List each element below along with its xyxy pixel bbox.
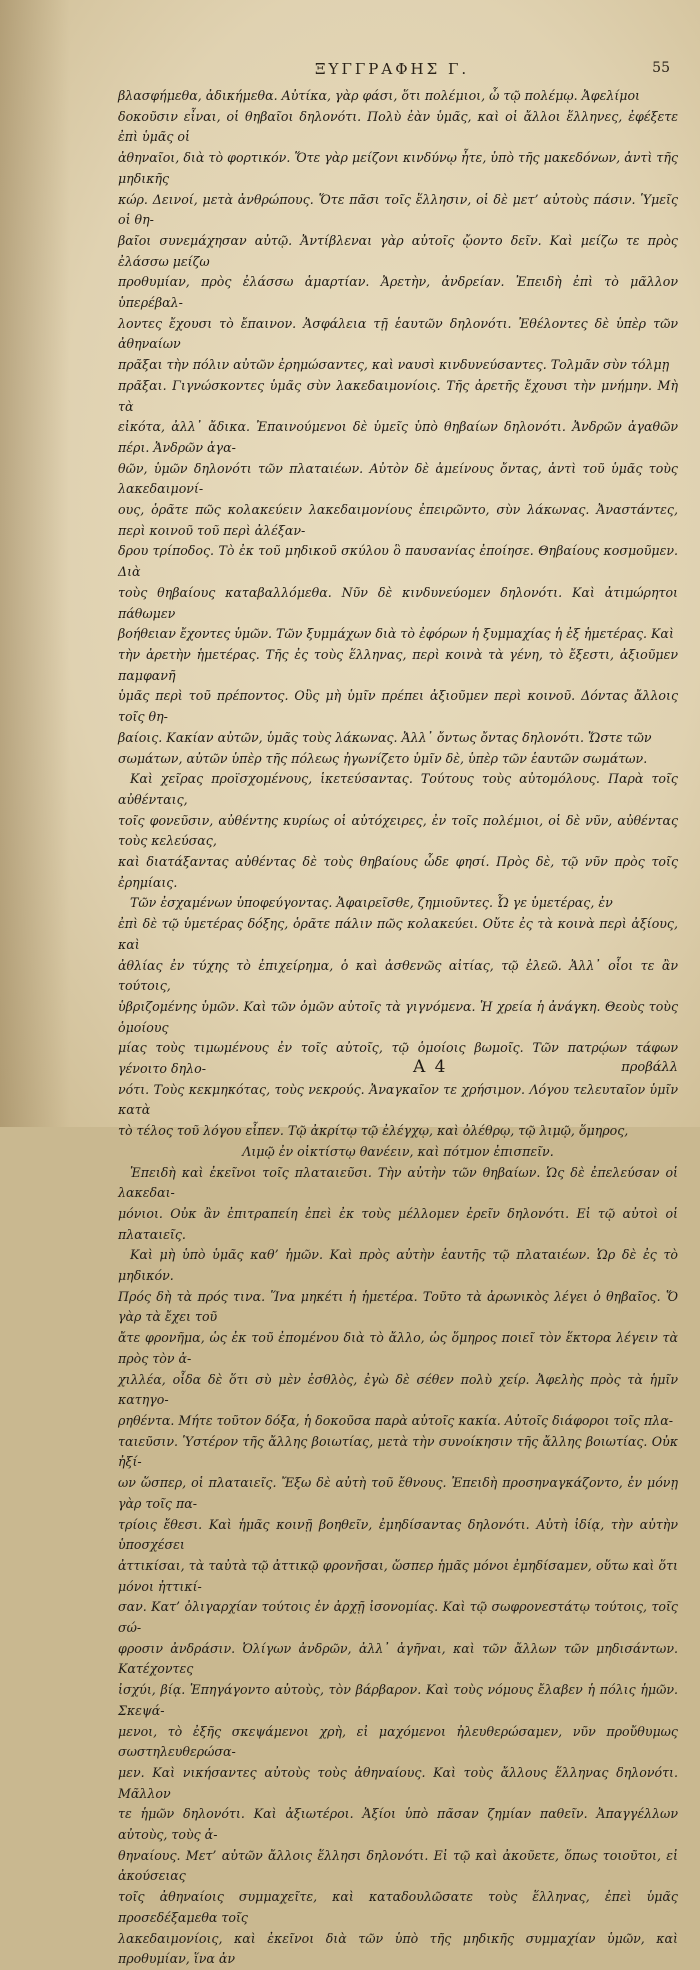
text-line: πρᾶξαι τὴν πόλιν αὐτῶν ἐρημώσαντες, καὶ ναυσὶ κινδυνεύσαντες. Τολμᾶν σὺν τόλμῃ	[118, 357, 670, 373]
text-line: καὶ διατάξαντας αὐθέντας δὲ τοὺς θηβαίους ὧδε φησί. Πρὸς δὲ, τῷ νῦν πρὸς τοῖς ἐρημίαις.	[118, 854, 678, 890]
text-line: ἐπὶ δὲ τῷ ὑμετέρας δόξης, ὁρᾶτε πάλιν πῶς κολακεύει. Οὔτε ἐς τὰ κοινὰ περὶ ἀξίους, καὶ	[118, 916, 678, 952]
text-line: τὸ τέλος τοῦ λόγου εἶπεν. Τῷ ἀκρίτῳ τῷ ἐλέγχῳ, καὶ ὀλέθρῳ, τῷ λιμῷ, ὅμηρος,	[118, 1123, 629, 1139]
text-line: Τῶν ἐσχαμένων ὑποφεύγοντας. Ἀφαιρεῖσθε, ζημιοῦντες. Ὦ γε ὑμετέρας, ἐν	[130, 895, 613, 911]
text-line: βοήθειαν ἔχοντες ὑμῶν. Τῶν ξυμμάχων διὰ τὸ ἐφόρων ἡ ξυμμαχίας ἡ ἐξ ἡμετέρας. Καὶ	[118, 626, 674, 642]
text-line: νότι. Τοὺς κεκμηκότας, τοὺς νεκρούς. Ἀναγκαῖον τε χρήσιμον. Λόγου τελευταῖον ὑμῖν κατὰ	[118, 1081, 678, 1118]
running-head	[120, 60, 680, 82]
text-line: φροσιν ἀνδράσιν. Ὀλίγων ἀνδρῶν, ἀλλ᾽ ἀγῆναι, καὶ τῶν ἄλλων τῶν μηδισάντων. Κατέχοντες	[118, 1640, 678, 1677]
signature-mark: A 4	[413, 1057, 448, 1077]
text-line: σωμάτων, αὐτῶν ὑπὲρ τῆς πόλεως ἠγωνίζετο ὑμῖν δὲ, ὑπὲρ τῶν ἑαυτῶν σωμάτων.	[118, 750, 648, 766]
text-line: πρᾶξαι. Γιγνώσκοντες ὑμᾶς σὺν λακεδαιμονίοις. Τῆς ἀρετῆς ἔχουσι τὴν μνήμην. Μὴ τὰ	[118, 377, 678, 414]
commentary-text-block	[118, 86, 678, 1970]
text-line: βαῖοι συνεμάχησαν αὐτῷ. Ἀντίβλεναι γὰρ αὐτοῖς ᾤοντο δεῖν. Καὶ μείζω τε πρὸς ἐλάσσω μείζω	[118, 232, 678, 269]
text-line: χιλλέα, οἶδα δὲ ὅτι σὺ μὲν ἐσθλὸς, ἐγὼ δὲ σέθεν πολὺ χείρ. Ἀφελὴς πρὸς τὰ ἡμῖν κατηγο-	[118, 1371, 678, 1408]
text-line: ἀθηναῖοι, διὰ τὸ φορτικόν. Ὅτε γὰρ μείζονι κινδύνῳ ἦτε, ὑπὸ τῆς μακεδόνων, ἀντὶ τῆς μηδικῆς	[118, 150, 678, 186]
text-line: τοῖς ἀθηναίοις συμμαχεῖτε, καὶ καταδουλῶσατε τοὺς ἕλληνας, ἐπεὶ ὑμᾶς προσεδέξαμεθα τοῖς	[118, 1889, 678, 1925]
text-line: ρηθέντα. Μήτε τοῦτον δόξα, ἡ δοκοῦσα παρὰ αὐτοῖς κακία. Αὐτοῖς διάφοροι τοῖς πλα-	[118, 1413, 674, 1428]
text-line: μόνιοι. Οὐκ ἂν ἐπιτραπείη ἐπεὶ ἐκ τοὺς μέλλομεν ἐρεῖν δηλονότι. Εἰ τῷ αὐτοὶ οἱ πλαταιεῖς.	[118, 1205, 678, 1242]
text-line: τὴν ἀρετὴν ἡμετέρας. Τῆς ἐς τοὺς ἕλληνας, περὶ κοινὰ τὰ γένη, τὸ ἔξεστι, ἀξιοῦμεν παμφανῆ	[118, 646, 678, 683]
text-line: ταιεῦσιν. Ὑστέρον τῆς ἄλλης βοιωτίας, μετὰ τὴν συνοίκησιν τῆς ἄλλης βοιωτίας. Οὐκ ἠξί-	[118, 1433, 678, 1470]
text-line: δοκοῦσιν εἶναι, οἱ θηβαῖοι δηλονότι. Πολὺ ἐὰν ὑμᾶς, καὶ οἱ ἄλλοι ἕλληνες, ἐφέξετε ἐπὶ ὑμᾶς οἱ	[118, 108, 678, 145]
text-line: τρίοις ἔθεσι. Καὶ ἡμᾶς κοινῇ βοηθεῖν, ἐμηδίσαντας δηλονότι. Αὐτὴ ἰδίᾳ, τὴν αὐτὴν ὑποσχέσει	[118, 1516, 678, 1553]
text-line: μενοι, τὸ ἐξῆς σκεψάμενοι χρὴ, εἰ μαχόμενοι ἠλευθερώσαμεν, νῦν προὔθυμως σωστηλευθερώσα-	[118, 1723, 678, 1760]
text-line: Ἐπειδὴ καὶ ἐκεῖνοι τοῖς πλαταιεῦσι. Τὴν αὐτὴν τῶν θηβαίων. Ὡς δὲ ἐπελεύσαν οἱ λακεδαι-	[118, 1164, 678, 1201]
text-line: θῶν, ὑμῶν δηλονότι τῶν πλαταιέων. Αὐτὸν δὲ ἀμείνους ὄντας, ἀντὶ τοῦ ὑμᾶς τοὺς λακεδαιμονί-	[118, 460, 678, 497]
text-line: ὑβριζομένης ὑμῶν. Καὶ τῶν ὁμῶν αὐτοῖς τὰ γιγνόμενα. Ἡ χρεία ἡ ἀνάγκη. Θεοὺς τοὺς ὁμοίους	[118, 998, 678, 1035]
text-line: τοὺς θηβαίους καταβαλλόμεθα. Νῦν δὲ κινδυνεύομεν δηλονότι. Καὶ ἀτιμώρητοι πάθωμεν	[118, 584, 678, 621]
text-line: λακεδαιμονίοις, καὶ ἐκεῖνοι διὰ τῶν ὑπὸ τῆς μηδικῆς συμμαχίαν ὑμῶν, καὶ προθυμίαν, ἵνα ἀν	[118, 1930, 678, 1967]
text-line: σαν. Κατ’ ὀλιγαρχίαν τούτοις ἐν ἀρχῇ ἰσονομίας. Καὶ τῷ σωφρονεστάτῳ τούτοις, τοῖς σώ-	[118, 1599, 678, 1636]
text-line: Λιμῷ ἐν οἰκτίστῳ θανέειν, καὶ πότμον ἐπισπεῖν.	[242, 1143, 554, 1159]
text-line: ων ὥσπερ, οἱ πλαταιεῖς. Ἔξω δὲ αὐτὴ τοῦ ἔθνους. Ἐπειδὴ προσηναγκάζοντο, ἐν μόνῃ γὰρ τοῖς πα-	[118, 1475, 678, 1511]
text-line: ους, ὁρᾶτε πῶς κολακεύειν λακεδαιμονίους ἐπειρῶντο, σὺν λάκωνας. Ἀναστάντες, περὶ κοινοῦ τοῦ περὶ ἀλέξαν-	[118, 502, 678, 538]
text-line: βαίοις. Κακίαν αὐτῶν, ὑμᾶς τοὺς λάκωνας. Ἀλλ᾽ ὄντως ὄντας δηλονότι. Ὥστε τῶν	[118, 729, 652, 745]
text-line: τοῖς φονεῦσιν, αὐθέντης κυρίως οἱ αὐτόχειρες, ἐν τοῖς πολέμιοι, οἱ δὲ νῦν, αὐθέντας τοὺς κελεύσας,	[118, 812, 678, 849]
text-line: θηναίους. Μετ’ αὐτῶν ἄλλοις ἕλλησι δηλονότι. Εἰ τῷ καὶ ἀκοῦετε, ὅπως τοιοῦτοι, εἰ ἀκούσειας	[118, 1847, 678, 1884]
text-line: δρου τρίποδος. Τὸ ἐκ τοῦ μηδικοῦ σκύλου ὃ παυσανίας ἐποίησε. Θηβαίους κοσμοῦμεν. Διὰ	[118, 543, 678, 580]
catchword: προβάλλ	[621, 1060, 678, 1075]
running-title: ΞΥΓΓΡΑΦΗΣ Γ.	[315, 60, 470, 78]
text-line: ὑμᾶς περὶ τοῦ πρέποντος. Οὓς μὴ ὑμῖν πρέπει ἀξιοῦμεν περὶ κοινοῦ. Δόντας ἄλλοις τοῖς θη-	[118, 688, 678, 725]
text-line: ἀττικίσαι, τὰ ταὐτὰ τῷ ἀττικῷ φρονῆσαι, ὥσπερ ἡμᾶς μόνοι ἐμηδίσαμεν, οὕτω καὶ ὅτι μόνοι ἠττικί-	[118, 1557, 678, 1594]
text-line: προθυμίαν, πρὸς ἐλάσσω ἁμαρτίαν. Ἀρετὴν, ἀνδρείαν. Ἐπειδὴ ἐπὶ τὸ μᾶλλον ὑπερέβαλ-	[118, 274, 678, 311]
text-line: Καὶ χεῖρας προϊσχομένους, ἱκετεύσαντας. Τούτους τοὺς αὐτομόλους. Παρὰ τοῖς αὐθένταις,	[118, 771, 678, 807]
text-line: Καὶ μὴ ὑπὸ ὑμᾶς καθ’ ἡμῶν. Καὶ πρὸς αὐτὴν ἑαυτῆς τῷ πλαταιέων. Ὡρ δὲ ἐς τὸ μηδικόν.	[118, 1247, 678, 1284]
text-line: μεν. Καὶ νικήσαντες αὐτοὺς τοὺς ἀθηναίους. Καὶ τοὺς ἄλλους ἕλληνας δηλονότι. Μᾶλλον	[118, 1764, 678, 1801]
text-line: ἄτε φρονῆμα, ὡς ἐκ τοῦ ἐπομένου διὰ τὸ ἄλλο, ὡς ὅμηρος ποιεῖ τὸν ἕκτορα λέγειν τὰ πρὸς τὸν ἀ-	[118, 1330, 678, 1366]
text-line: κώρ. Δεινοί, μετὰ ἀνθρώπους. Ὅτε πᾶσι τοῖς ἕλλησιν, οἱ δὲ μετ’ αὐτοὺς πάσιν. Ὑμεῖς οἱ θη-	[118, 191, 678, 228]
page-gutter-shadow	[0, 0, 70, 1127]
text-line: βλασφήμεθα, ἀδικήμεθα. Αὐτίκα, γὰρ φάσι, ὅτι πολέμιοι, ὦ τῷ πολέμῳ. Ἀφελίμοι	[118, 88, 640, 103]
text-line: ἀθλίας ἐν τύχης τὸ ἐπιχείρημα, ὁ καὶ ἀσθενῶς αἰτίας, τῷ ἐλεῶ. Ἀλλ᾽ οἷοι τε ἂν τούτοις,	[118, 957, 678, 994]
page-number: 55	[652, 60, 670, 76]
text-line: τε ἡμῶν δηλονότι. Καὶ ἀξιωτέροι. Ἀξίοι ὑπὸ πᾶσαν ζημίαν παθεῖν. Ἀπαγγέλλων αὐτοὺς, τοὺς ἀ-	[118, 1806, 678, 1843]
text-line: λοντες ἔχουσι τὸ ἔπαινον. Ἀσφάλεια τῇ ἑαυτῶν δηλονότι. Ἐθέλοντες δὲ ὑπὲρ τῶν ἀθηναίων	[118, 315, 678, 352]
text-line: Πρός δὴ τὰ πρός τινα. Ἵνα μηκέτι ἡ ἡμετέρα. Τοῦτο τὰ ἀρωνικὸς λέγει ὁ θηβαῖος. Ὅ γὰρ τὰ ἔχει τοῦ	[118, 1288, 678, 1325]
text-line: εἰκότα, ἀλλ᾽ ἄδικα. Ἐπαινούμενοι δὲ ὑμεῖς ὑπὸ θηβαίων δηλονότι. Ἀνδρῶν ἀγαθῶν πέρι. Ἀνδρῶν ἀγα-	[118, 419, 678, 455]
signature-line	[118, 1057, 678, 1083]
text-line: ἰσχύι, βίᾳ. Ἐπηγάγοντο αὐτοὺς, τὸν βάρβαρον. Καὶ τοὺς νόμους ἔλαβεν ἡ πόλις ἡμῶν. Σκεψά-	[118, 1682, 678, 1718]
text-line: μίας τοὺς τιμωμένους ἐν τοῖς αὐτοῖς, τῷ ὁμοίοις βωμοῖς. Τῶν πατρῴων τάφων γένοιτο δηλο-	[118, 1040, 678, 1077]
